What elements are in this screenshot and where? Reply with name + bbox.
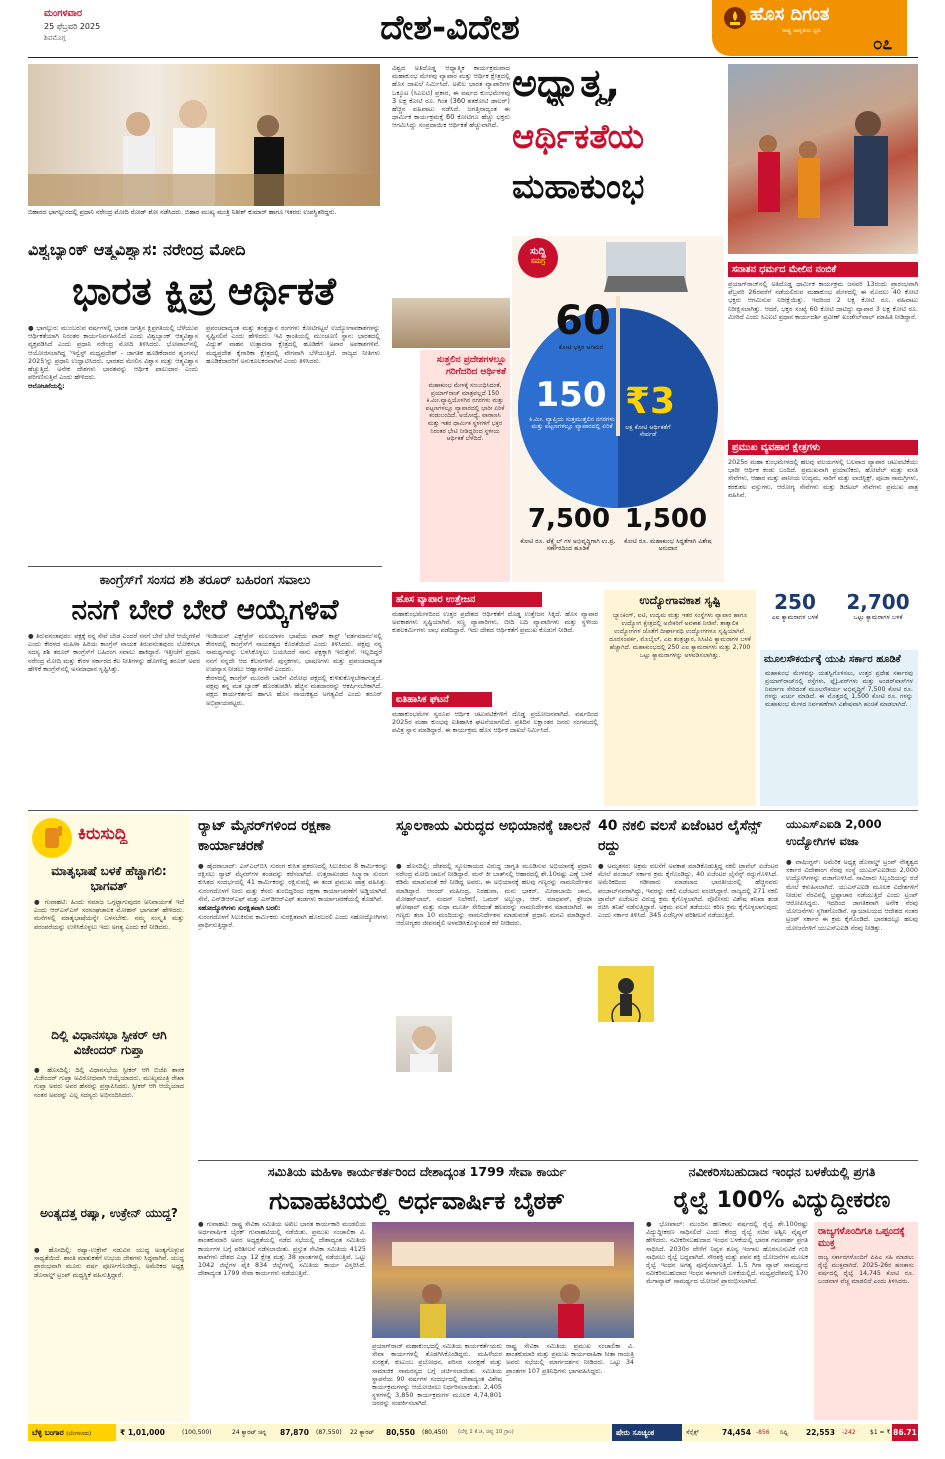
history-heading: ಐತಿಹಾಸಿಕ ಘಟನೆ [392,692,492,707]
kumbh-crowd-photo [728,64,918,254]
agents-headline: 40 ನಕಲಿ ವಲಸೆ ಏಜೆಂಟರ ಲೈಸೆನ್ಸ್ ರದ್ದು [598,818,762,854]
stat-economy-label: ಲಕ್ಷ ಕೋಟಿ ಆರ್ಥಿಕತೆಗೆ ಸೇರ್ಪಡೆ [625,424,671,438]
stat-grant-label: ಕೋಟಿ ರೂ. ಮಹಾಕುಂಭ ಸಿದ್ಧತೆಗಾಗಿ ವಿಶೇಷ ಅನುದಾನ [624,538,712,552]
rail-kicker: ನವೀಕರಿಸಬಹುದಾದ ಇಂಧನ ಬಳಕೆಯಲ್ಲಿ ಪ್ರಗತಿ [688,1164,876,1179]
gold24-price: 87,870 [280,1428,309,1437]
gold24-prev: (87,550) [316,1429,342,1436]
kiru-2-body: ● ಹೊಸದಿಲ್ಲಿ: ದಿಲ್ಲಿ ವಿಧಾನಸಭೆಯ ಸ್ಪೀಕರ್ ಆಗಿ ಬಿಜೆಪಿ ಶಾಸಕ ವಿಜೇಂದರ್ ಗುಪ್ತಾ ಅವಿರೋಧವಾಗಿ ಆಯ್ಕೆಯಾದರು. ಮುಖ್ಯಮಂತ್ರಿ ರೇಖಾ ಗುಪ್ತಾ ಅವರು ಅವರ ಹೆಸರನ್ನು ಪ್ರಸ್ತಾಪಿಸಿದರು. ಸ್ಪೀಕರ್ ಆಗಿ ಆಯ್ಕೆಯಾದ ನಂತರ ಅವರನ್ನು ಎಲ್ಲ ಸದಸ್ಯರು ಅಭಿನಂದಿಸಿದರು. [34,1066,184,1099]
day-label: ಮಂಗಳವಾರ [44,8,83,19]
jobs-body: ಬ್ಯಾಂಕಿಂಗ್, ಐಟಿ, ಉದ್ಯಮ ಮತ್ತು ಇತರ ಸಂಸ್ಥೆಗಳು ವ್ಯಾಪಾರ ಹಾಗೂ ಉದ್ಯೋಗ ಕ್ಷೇತ್ರದಲ್ಲಿ ಅನೇಕರಿಗೆ ಅವಕಾಶ ನೀಡಿವೆ. ತಾತ್ಕಾಲಿಕ ಉದ್ಯೋಗಗಳ ಜೊತೆಗೆ ದೀರ್ಘಾವಧಿ ಉದ್ಯೋಗಗಳೂ ಸೃಷ್ಟಿಯಾಗಿವೆ. ದೂರಸಂಪರ್ಕ, ಮೊಬೈಲ್, ಎಐ ತಂತ್ರಜ್ಞಾನ, ಸಿಸಿಟಿವಿ ಕ್ಯಾಮರಾಗಳ ಬಳಕೆ ಹೆಚ್ಚಾಗಿದೆ. ಮಹಾಕುಂಭದಲ್ಲಿ 250 ಎಐ ಕ್ಯಾಮರಾಗಳು ಮತ್ತು 2,700 ಒಟ್ಟು ಕ್ಯಾಮರಾಗಳನ್ನು ಅಳವಡಿಸಲಾಗಿತ್ತು. [609,612,751,659]
sanatan-heading: ಸನಾತನ ಧರ್ಮದ ಮೇಲಿನ ನಂಬಿಕೆ [728,262,918,277]
kiru-1-headline: ಮಾತೃಭಾಷೆ ಬಳಕೆ ಹೆಚ್ಚಾಗಲಿ: ಭಾಗವತ್ [51,864,167,893]
page-number: ೦೭ [872,34,892,54]
obesity-headline: ಸ್ಥೂಲಕಾಯ ವಿರುದ್ಧದ ಅಭಿಯಾನಕ್ಕೆ ಚಾಲನೆ [396,818,591,834]
stat-radius-value: 150 [535,375,607,415]
sectors-heading: ಪ್ರಮುಖ ವ್ಯವಹಾರ ಕ್ಷೇತ್ರಗಳು [728,440,918,455]
stat-devotees-label: ಕೋಟಿ ಭಕ್ತರ ಆಗಮನ [558,344,604,351]
brand-name: ಹೊಸ ದಿಗಂತ [750,4,830,25]
gold22-label: 22 ಕ್ಯಾರಟ್ [350,1429,375,1436]
modi-kicker: ವಿಶ್ವಬ್ಯಾಂಕ್ ಆತ್ಮವಿಶ್ವಾಸ: ನರೇಂದ್ರ ಮೋದಿ [28,240,246,259]
modi-roadshow-photo [28,64,380,206]
kiru-suddi-logo: ಕಿರುಸುದ್ದಿ [78,824,128,844]
market-strip [28,1424,918,1441]
color-registration-marks-right [810,1446,850,1454]
silver-prev: (100,500) [182,1429,212,1436]
modi-body-col1: ● ಭಾಗಲ್ಪುರ: ಮುಂಬರುವ ವರ್ಷಗಳಲ್ಲಿ ಭಾರತ ಜಗತ್ತಿನ ಕ್ಷಿಪ್ರಗತಿಯಲ್ಲಿ ಬೆಳೆಯುವ ಆರ್ಥಿಕತೆಯಾಗಿ ನಿರಂತರ ಕಾರ್ಯನಿರ್ವಹಿಸಲಿದೆ ಎಂದು ವಿಶ್ವಬ್ಯಾಂಕ್ ಆತ್ಮವಿಶ್ವಾಸ ವ್ಯಕ್ತಪಡಿಸಿದೆ ಎಂದು ಪ್ರಧಾನಿ ನರೇಂದ್ರ ಮೋದಿ ತಿಳಿಸಿದರು. ಭೋಪಾಲ್‌ನಲ್ಲಿ ಆಯೋಜಿಸಲಾಗಿದ್ದ 'ಇನ್ವೆಸ್ಟ್ ಮಧ್ಯಪ್ರದೇಶ್ - ಜಾಗತಿಕ ಹೂಡಿಕೆದಾರರ ಶೃಂಗಸಭೆ 2025'ನ್ನು ಪ್ರಧಾನಿ ಉದ್ಘಾಟಿಸಿದರು. ಭಾರತದ ಮೇಲಿನ ವಿಶ್ವಾಸ ಮತ್ತು ಆತ್ಮವಿಶ್ವಾಸ ಹೆಚ್ಚುತ್ತಿದೆ. ಅನೇಕ ದೇಶಗಳು ಭಾರತವನ್ನು ಆರ್ಥಿಕ ಪಾಲುದಾರ ಎಂದು ಪರಿಗಣಿಸುತ್ತಿವೆ ಎಂದು ಹೇಳಿದರು. ಆಲೋಚನೆಯಲ್ಲಿ: [28,324,198,391]
rat-headline: ರ್‍ಯಾಟ್ ಮೈನರ್‌ಗಳಿಂದ ರಕ್ಷಣಾ ಕಾರ್ಯಾಚರಣೆ [198,818,331,854]
obesity-body: ● ಹೊಸದಿಲ್ಲಿ: ದೇಶದಲ್ಲಿ ಸ್ಥೂಲಕಾಯದ ವಿರುದ್ಧ ಜಾಗೃತಿ ಮೂಡಿಸುವ ಅಭಿಯಾನಕ್ಕೆ ಪ್ರಧಾನಿ ನರೇಂದ್ರ ಮೋದಿ ಚಾಲನೆ ನೀಡಿದ್ದಾರೆ. ಮನ್ ಕೀ ಬಾತ್‌ನಲ್ಲಿ ಆಹಾರದಲ್ಲಿ ಶೇ.10ರಷ್ಟು ಎಣ್ಣೆ ಬಳಕೆ ಕಡಿಮೆ ಮಾಡುವಂತೆ ಕರೆ ನೀಡಿದ್ದ ಅವರು, ಈ ಅಭಿಯಾನಕ್ಕೆ ಹಲವು ಗಣ್ಯರನ್ನು ನಾಮನಿರ್ದೇಶನ ಮಾಡಿದ್ದಾರೆ. ಆನಂದ್ ಮಹೀಂದ್ರ, ನಿರಹುವಾ, ಮನು ಭಾಕರ್, ಮೀರಾಬಾಯಿ ಚಾನು, ಮೋಹನ್‌ಲಾಲ್, ನಂದನ್ ನಿಲೇಕಣಿ, ಒಮರ್ ಅಬ್ದುಲ್ಲಾ, ಆರ್. ಮಾಧವನ್, ಶ್ರೇಯಾ ಘೋಷಾಲ್ ಮತ್ತು ಸುಧಾ ಮೂರ್ತಿ ಸೇರಿದಂತೆ ಹಲವರನ್ನು ನಾಮನಿರ್ದೇಶನ ಮಾಡಲಾಗಿದೆ. ಈ ಗಣ್ಯರು ತಲಾ 10 ಮಂದಿಯನ್ನು ನಾಮನಿರ್ದೇಶನ ಮಾಡುವಂತೆ ಪ್ರಧಾನಿ ಮನವಿ ಮಾಡಿದ್ದಾರೆ. ಆರೋಗ್ಯಕರ ಜೀವನಶೈಲಿ ಅಳವಡಿಸಿಕೊಳ್ಳುವಂತೆ ಕರೆ ನೀಡಿದರು. [396,862,592,928]
rail-headline: ರೈಲ್ವೆ 100% ವಿದ್ಯುದ್ದೀಕರಣ [673,1188,891,1213]
tharoor-body-col1: ● ತಿರುವನಂತಪುರಂ: ಪಕ್ಷಕ್ಕೆ ನನ್ನ ಸೇವೆ ಬೇಡ ಎಂದರೆ ನನಗೆ ಬೇರೆ ಬೇರೆ ಆಯ್ಕೆಗಳಿವೆ ಎಂದು ಕೇರಳದ ಮಹಿಳಾ ಹಿರಿಯ ಕಾಂಗ್ರೆಸ್ ನಾಯಕ ತಿರುವನಂತಪುರಂ ಲೋಕಸಭಾ ಸದಸ್ಯ ಶಶಿ ತರೂರ್ ಕಾಂಗ್ರೆಸ್‌ಗೆ ಬಹಿರಂಗ ಸವಾಲು ಹಾಕಿದ್ದಾರೆ. ಇತ್ತೀಚೆಗೆ ಪ್ರಧಾನಿ ನರೇಂದ್ರ ಮೋದಿ ಮತ್ತು ಕೇರಳ ಸರ್ಕಾರದ ಕೆಲ ನೀತಿಗಳನ್ನು ಹೊಗಳಿದ್ದ ತರೂರ್ ಅವರ ಹೇಳಿಕೆ ಕಾಂಗ್ರೆಸ್‌ನಲ್ಲಿ ಅಸಮಾಧಾನ ಸೃಷ್ಟಿಸಿತ್ತು. [28,632,200,673]
market-index-label: ಷೇರು ಸೂಚ್ಯಂಕ [612,1424,682,1441]
newbiz-body: ಮಹಾಕುಂಭಮೇಳದಿಂದ ಉತ್ತರ ಪ್ರದೇಶದ ಆರ್ಥಿಕತೆಗೆ ದೊಡ್ಡ ಉತ್ತೇಜನ ಸಿಕ್ಕಿದೆ. ಹೊಸ ವ್ಯಾಪಾರ ಅವಕಾಶಗಳು ಸೃಷ್ಟಿಯಾಗಿವೆ. ಸಣ್ಣ ವ್ಯಾಪಾರಿಗಳು, ಬೀದಿ ಬದಿ ವ್ಯಾಪಾರಿಗಳು ಮತ್ತು ಸ್ಥಳೀಯ ಕುಶಲಕರ್ಮಿಗಳು ಲಾಭ ಪಡೆದಿದ್ದಾರೆ. ಇದು ದೇಶದ ಆರ್ಥಿಕತೆಗೆ ಪ್ರಮುಖ ಕೊಡುಗೆ ನೀಡಿದೆ. [392,610,598,635]
ai-camera-label: ಎಐ ಕ್ಯಾಮರಾಗಳ ಬಳಕೆ [771,614,819,621]
usaid-headline: ಯುಎಸ್‌ಎಐಡಿ 2,000 ಉದ್ಯೋಗಿಗಳ ವಜಾ [786,817,882,848]
kumbh-title-2: ಆರ್ಥಿಕತೆಯ [512,117,645,157]
rail-states-heading: ರಾಜ್ಯಗಳೊಂದಿಗೂ ಒಪ್ಪಂದಕ್ಕೆ ಮುಕ್ತ [818,1226,905,1249]
kiru-3-body: ● ಹೊಸದಿಲ್ಲಿ: ರಷ್ಯಾ-ಉಕ್ರೇನ್ ನಡುವಿನ ಯುದ್ಧ ಅಂತ್ಯಗೊಳ್ಳುವ ಸಾಧ್ಯತೆಯಿದೆ. ಶಾಂತಿ ಮಾತುಕತೆಗೆ ಉಭಯ ದೇಶಗಳು ಸಿದ್ಧವಾಗಿವೆ. ಯುದ್ಧ ಪ್ರಾರಂಭವಾಗಿ ಮೂರು ವರ್ಷ ಪೂರ್ಣಗೊಂಡಿದ್ದು, ಅಮೆರಿಕದ ಅಧ್ಯಕ್ಷ ಡೊನಾಲ್ಡ್ ಟ್ರಂಪ್ ಮಧ್ಯಸ್ಥಿಕೆ ವಹಿಸುತ್ತಿದ್ದಾರೆ. [34,1246,184,1279]
kumbh-title-1: ಅಧ್ಯಾತ್ಮ, [512,61,620,105]
stat-investment-label: ಕೋಟಿ ರೂ. ಟೆಕ್ಸ್ಟೈಲ್ ಗಳ ಅಭಿವೃದ್ಧಿಗಾಗಿ ಉ.ಪ್ರ. ಸರ್ಕಾರದಿಂದ ಹೂಡಿಕೆ [520,538,616,552]
sensex-label: ಸೆನ್ಸೆಕ್ಸ್ [686,1429,699,1436]
sectors-body: 2025ರ ಮಹಾ ಕುಂಭಮೇಳದಲ್ಲಿ ಹಲವು ವಲಯಗಳಲ್ಲಿ ಬಲವಾದ ವ್ಯಾಪಾರ ಚಟುವಟಿಕೆಯು ಭಾರೀ ಆರ್ಥಿಕ ಕಂಡು ಬಂದಿದೆ. ಪ್ರಮುಖವಾಗಿ ಪ್ರಯಾಣಿಕರು, ಹೋಟೆಲ್ ಮತ್ತು ವಸತಿ ಸೇವೆಗಳು, ಆಹಾರ ಮತ್ತು ಪಾನೀಯ ಉದ್ಯಮ, ಸಾರಿಗೆ ಮತ್ತು ಲಾಜಿಸ್ಟಿಕ್ಸ್, ಪೂಜಾ ಸಾಮಗ್ರಿಗಳು, ಕರಕುಶಲ ವಸ್ತುಗಳು, ಆರೋಗ್ಯ ಸೇವೆಗಳು ಮತ್ತು ಡಿಜಿಟಲ್ ಸೇವೆಗಳು ಪ್ರಮುಖ ಪಾತ್ರ ವಹಿಸಿವೆ. [728,458,918,499]
usaid-body: ● ವಾಷಿಂಗ್ಟನ್: ಅಮೆರಿಕ ಅಧ್ಯಕ್ಷ ಡೊನಾಲ್ಡ್ ಟ್ರಂಪ್ ನೇತೃತ್ವದ ಸರ್ಕಾರ ವಿದೇಶಾಂಗ ನೆರವು ಸಂಸ್ಥೆ ಯುಎಸ್‌ಎಐಡಿಯ 2,000 ಉದ್ಯೋಗಿಗಳನ್ನು ವಜಾಗೊಳಿಸಿದೆ. ಸಾವಿರಾರು ಸಿಬ್ಬಂದಿಯನ್ನು ರಜೆ ಮೇಲೆ ಕಳುಹಿಸಲಾಗಿದೆ. ಯುಎಸ್‌ಎಐಡಿ ಮೂಲಕ ವಿದೇಶಗಳಿಗೆ ನೀಡುವ ನೆರವಿನಲ್ಲಿ ಭ್ರಷ್ಟಾಚಾರ ನಡೆಯುತ್ತಿದೆ ಎಂದು ಟ್ರಂಪ್ ಆರೋಪಿಸಿದ್ದರು. ಇದರಿಂದ ಜಾಗತಿಕವಾಗಿ ಅನೇಕ ನೆರವು ಯೋಜನೆಗಳು ಸ್ಥಗಿತಗೊಂಡಿವೆ. ನ್ಯಾಯಾಲಯದ ಆದೇಶದ ನಂತರ ಟ್ರಂಪ್ ಸರ್ಕಾರ ಈ ಕ್ರಮ ಕೈಗೊಂಡಿದೆ. ಭಾರತದಲ್ಲೂ ಹಲವು ಯೋಜನೆಗಳಿಗೆ ಯುಎಸ್‌ಎಐಡಿ ನೆರವು ನೀಡಿತ್ತು. [786,858,918,932]
color-registration-marks-center [460,1446,500,1454]
silver-price: ₹ 1,01,000 [120,1428,165,1437]
jobs-heading: ಉದ್ಯೋಗಾವಕಾಶ ಸೃಷ್ಟಿ [639,594,721,607]
usd-label: $1 = ₹ [870,1429,891,1436]
gold-silver-label: ಬೆಳ್ಳಿ ಬಂಗಾರ (ಬೆಂಗಳೂರು) [28,1424,116,1441]
kiru-1-body: ● ಗುವಾಹಟಿ: ಹಿಂದು ಸಮಾಜ ಒಗ್ಗಟ್ಟಾಗುವುದರ ಅನಿವಾರ್ಯತೆ ಇದೆ ಎಂದು ಆರ್‌ಎಸ್‌ಎಸ್ ಸರಸಂಘಚಾಲಕ ಮೋಹನ್ ಭಾಗವತ್ ಹೇಳಿದರು. ಮನೆಗಳಲ್ಲಿ ಮಾತೃಭಾಷೆಯನ್ನೇ ಬಳಸಬೇಕು. ನಮ್ಮ ಸಂಸ್ಕೃತಿ ಮತ್ತು ಪರಂಪರೆಯನ್ನು ಉಳಿಸಿಕೊಳ್ಳಲು ಇದು ಅಗತ್ಯ ಎಂದು ಕರೆ ನೀಡಿದರು. [34,898,184,931]
kumbh-infographic [512,236,724,582]
infra-box [760,650,918,806]
kiru-2-headline: ದಿಲ್ಲಿ ವಿಧಾನಸಭಾ ಸ್ಪೀಕರ್ ಆಗಿ ವಿಜೇಂದರ್ ಗುಪ್ತಾ [51,1028,167,1057]
tharoor-headline: ನನಗೆ ಬೇರೆ ಬೇರೆ ಆಯ್ಕೆಗಳಿವೆ [71,593,339,626]
rail-body: ● ಭೋಪಾಲ್: ಮುಂದಿನ ಹಣಕಾಸು ವರ್ಷದಲ್ಲಿ ರೈಲ್ವೆ ಶೇ.100ರಷ್ಟು ವಿದ್ಯುದ್ದೀಕರಣ ಸಾಧಿಸಲಿದೆ ಎಂದು ಕೇಂದ್ರ ರೈಲ್ವೆ ಸಚಿವ ಅಶ್ವಿನಿ ವೈಷ್ಣವ್ ಹೇಳಿದರು. ನವೀಕರಿಸಬಹುದಾದ ಇಂಧನ ಬಳಕೆಯಲ್ಲಿ ಭಾರತ ಗಮನಾರ್ಹ ಪ್ರಗತಿ ಸಾಧಿಸಿದೆ. 2030ರ ವೇಳೆಗೆ ನಿವ್ವಳ ಶೂನ್ಯ ಇಂಗಾಲ ಹೊರಸೂಸುವಿಕೆ ಗುರಿ ಸಾಧಿಸಲು ರೈಲ್ವೆ ಬದ್ಧವಾಗಿದೆ. ಸೌರಶಕ್ತಿ ಮತ್ತು ಪವನ ಶಕ್ತಿ ಯೋಜನೆಗಳ ಮೂಲಕ ರೈಲ್ವೆ ಇಂಧನ ಅಗತ್ಯ ಪೂರೈಸಲಾಗುತ್ತಿದೆ. 1.5 ಗಿಗಾ ವ್ಯಾಟ್ ಸಾಮರ್ಥ್ಯದ ನವೀಕರಿಸಬಹುದಾದ ಇಂಧನ ಈಗಾಗಲೇ ಬಳಕೆಯಲ್ಲಿದೆ. ಮಧ್ಯಪ್ರದೇಶದಲ್ಲಿ 170 ಮೆಗಾವ್ಯಾಟ್ ಸಾಮರ್ಥ್ಯದ ಯೋಜನೆ ಪ್ರಾರಂಭಿಸಲಾಗಿದೆ. [646,1220,808,1286]
sanatan-body: ಪ್ರಯಾಗ್‌ರಾಜ್‌ನಲ್ಲಿ ಅತಿದೊಡ್ಡ ಧಾರ್ಮಿಕ ಕಾರ್ಯಕ್ರಮ ಜನವರಿ 13ರಂದು ಪ್ರಾರಂಭವಾಗಿ ಫೆಬ್ರವರಿ 26ರವರೆಗೆ ನಡೆಯಲಿರುವ ಮಹಾಕುಂಭ ಮೇಳದಲ್ಲಿ ಈ ಮೊದಲು 40 ಕೋಟಿ ಭಕ್ತರು ಆಗಮಿಸುವ ನಿರೀಕ್ಷೆಯಿತ್ತು. ಇದರಿಂದ 2 ಲಕ್ಷ ಕೋಟಿ ರೂ. ವಹಿವಾಟು ನಿರೀಕ್ಷಿಸಲಾಗಿತ್ತು. ಆದರೆ, ಭಕ್ತರ ಸಂಖ್ಯೆ 60 ಕೋಟಿ ದಾಟಿದ್ದು ವ್ಯಾಪಾರ 3 ಲಕ್ಷ ಕೋಟಿ ರೂ. ಮೀರಿದೆ ಎಂದು ಸಿಎಐಟಿ ಪ್ರಧಾನ ಕಾರ್ಯದರ್ಶಿ ಪ್ರವೀಣ್ ಖಂಡೇಲ್‌ವಾಲ್ ಮಾಹಿತಿ ನೀಡಿದ್ದಾರೆ. [728,280,918,321]
gold22-prev: (80,450) [422,1429,448,1436]
price-units-note: (ಬೆಳ್ಳಿ 1 ಕೆ.ಜಿ, ಚಿನ್ನ 10 ಗ್ರಾಂ) [458,1429,514,1435]
brand-tagline: ರಾಷ್ಟ್ರ ಜಾಗೃತಿಯ ಧ್ವನಿ [782,28,821,34]
lamp-icon [724,7,746,29]
samiti-meeting-photo [372,1222,634,1338]
surround-body: ಮಹಾಕುಂಭ ಮೇಳಕ್ಕೆ ಸಂಬಂಧಿಸಿದಂತೆ, ಪ್ರಯಾಗ್‌ರಾಜ್ ಮಾತ್ರವಲ್ಲದೆ 150 ಕಿ.ಮೀ.ವ್ಯಾಪ್ತಿಯೊಳಗಿನ ನಗರಗಳು ಮತ್ತು ಪಟ್ಟಣಗಳಲ್ಲೂ ವ್ಯಾಪಾರದಲ್ಲಿ ಭಾರೀ ಏರಿಕೆ ಕಂಡುಬಂದಿದೆ. ಅಯೋಧ್ಯೆ, ವಾರಾಣಸಿ ಮತ್ತು ಇತರ ಧಾರ್ಮಿಕ ಸ್ಥಳಗಳಿಗೆ ಭಕ್ತರ ನಿರಂತರ ಭೇಟಿ ನೀಡಿದ್ದರಿಂದ ಸ್ಥಳೀಯ ಆರ್ಥಿಕತೆ ಬೆಳೆದಿದೆ. [425,382,505,443]
agents-body: ● ಅಮೃತಸರ: ಅಕ್ರಮ ವಲಸೆಗೆ ಅವಕಾಶ ಮಾಡಿಕೊಡುತ್ತಿದ್ದ ನಕಲಿ ಟ್ರಾವೆಲ್ ಏಜೆಂಟರ ಮೇಲೆ ಪಂಜಾಬ್ ಸರ್ಕಾರ ಕ್ರಮ ಕೈಗೊಂಡಿದ್ದು, 40 ಏಜೆಂಟರ ಲೈಸೆನ್ಸ್ ರದ್ದುಗೊಳಿಸಿದೆ. ಅಮೆರಿಕದಿಂದ ಗಡೀಪಾರು ಮಾಡಲಾದ ಭಾರತೀಯರಲ್ಲಿ ಹೆಚ್ಚಿನವರು ಪಂಜಾಬ್‌ನವರಾಗಿದ್ದು, ಇವರನ್ನು ನಕಲಿ ಏಜೆಂಟರು ವಂಚಿಸಿದ್ದಾರೆ. ರಾಜ್ಯದಲ್ಲಿ 271 ನಕಲಿ ಟ್ರಾವೆಲ್ ಏಜೆಂಟರ ವಿರುದ್ಧ ಕ್ರಮ ಕೈಗೊಳ್ಳಲಾಗಿದೆ. ಪೊಲೀಸರು ವಿಶೇಷ ತನಿಖಾ ತಂಡ ರಚಿಸಿ ತನಿಖೆ ನಡೆಸುತ್ತಿದ್ದಾರೆ. ಅಕ್ರಮ ವಲಸೆ ತಡೆಯಲು ಕಠಿಣ ಕ್ರಮ ಕೈಗೊಳ್ಳಲಾಗುವುದು ಎಂದು ಸರ್ಕಾರ ತಿಳಿಸಿದೆ. 345 ಏಜೆನ್ಸಿಗಳ ಪರಿಶೀಲನೆ ನಡೆಯುತ್ತಿದೆ. [598,862,778,920]
total-camera-value: 2,700 [846,590,910,614]
history-body: ಮಹಾಕುಂಭಮೇಳ ಸ್ವರೂಪ ಆರ್ಥಿಕ ಚಟುವಟಿಕೆಗಳಿಗೆ ದೊಡ್ಡ ಪ್ರಯೋಜನವಾಗಿದೆ. ವರ್ಷದಿಂದ 2025ರ ಮಹಾ ಕುಂಭವು ಐತಿಹಾಸಿಕ ಘಟನೆಯಾಗಲಿದೆ. ಪ್ರತಿದಿನ ಲಕ್ಷಾಂತರ ಜನರು ಸಂಗಮದಲ್ಲಿ ಪವಿತ್ರ ಸ್ನಾನ ಮಾಡಿದ್ದಾರೆ. ಈ ಕಾರ್ಯಕ್ರಮ ಹೊಸ ಆರ್ಥಿಕ ದಾಖಲೆ ನಿರ್ಮಿಸಿದೆ. [392,710,598,735]
sevika-body-col2: ಪ್ರಯಾಗ್‌ರಾಜ್ ಮಹಾಕುಂಭದಲ್ಲಿ ಸಮಿತಿಯ ಕಾರ್ಯಕರ್ತೆಯರು ಸೇವಾ ಕಾರ್ಯಗಳಲ್ಲಿ ತೊಡಗಿಸಿಕೊಂಡಿದ್ದರು. ಮಹಿಳೆಯರ ಸುರಕ್ಷತೆ, ಕುಟುಂಬ ಪ್ರಬೋಧನ, ಪರಿಸರ ಸಂರಕ್ಷಣೆ ಮತ್ತು ಸಾಮಾಜಿಕ ಸಾಮರಸ್ಯದ ಬಗ್ಗೆ ಚರ್ಚಿಸಲಾಯಿತು. ಸಮಿತಿಯ ಸ್ಥಾಪನೆಯ 90 ವರ್ಷಗಳ ಸಂದರ್ಭದಲ್ಲಿ ದೇಶಾದ್ಯಂತ ವಿಶೇಷ ಕಾರ್ಯಕ್ರಮಗಳನ್ನು ಆಯೋಜಿಸಲು ನಿರ್ಧರಿಸಲಾಯಿತು. 2,405 ಸ್ಥಳಗಳಲ್ಲಿ 3,850 ಕಾರ್ಯಕ್ರಮಗಳ ಮೂಲಕ 4,74,801 ಜನರನ್ನು ಸಂಪರ್ಕಿಸಲಾಗಿದೆ. [372,1342,502,1408]
rat-body: ● ಹೈದರಾಬಾದ್: ಎಸ್‌ಎಲ್‌ಬಿಸಿ ಸುರಂಗ ಕುಸಿತ ಪ್ರಕರಣದಲ್ಲಿ ಸಿಲುಕಿರುವ 8 ಕಾರ್ಮಿಕರನ್ನು ರಕ್ಷಿಸಲು ರ್‍ಯಾಟ್ ಮೈನರ್‌ಗಳ ತಂಡವನ್ನು ಕರೆಸಲಾಗಿದೆ. ಉತ್ತರಾಖಂಡದ ಸಿಲ್ಕ್ಯಾರಾ ಸುರಂಗ ಕುಸಿತದ ಸಂದರ್ಭದಲ್ಲಿ 41 ಕಾರ್ಮಿಕರನ್ನು ರಕ್ಷಿಸುವಲ್ಲಿ ಈ ತಂಡ ಪ್ರಮುಖ ಪಾತ್ರ ವಹಿಸಿತ್ತು. ಸುರಂಗದೊಳಗೆ ನೀರು ಮತ್ತು ಕೆಸರು ತುಂಬಿದ್ದರಿಂದ ರಕ್ಷಣಾ ಕಾರ್ಯಾಚರಣೆಗೆ ಅಡ್ಡಿಯಾಗಿದೆ. ಸೇನೆ, ಎನ್‌ಡಿಆರ್‌ಎಫ್ ಮತ್ತು ಎಸ್‌ಡಿಆರ್‌ಎಫ್ ತಂಡಗಳು ಕಾರ್ಯಾಚರಣೆಯಲ್ಲಿ ತೊಡಗಿವೆ. ಸಹೋದ್ಯೋಗಿಗಳು ಸುರಕ್ಷಿತವಾಗಿ ಬರಲಿ: ಸುರಂಗದೊಳಗೆ ಸಿಲುಕಿರುವ ಕಾರ್ಮಿಕರು ಸುರಕ್ಷಿತವಾಗಿ ಹೊರಬರಲಿ ಎಂದು ಸಹೋದ್ಯೋಗಿಗಳು ಪ್ರಾರ್ಥಿಸುತ್ತಿದ್ದಾರೆ. [198,862,388,930]
color-registration-marks [96,1446,136,1454]
stat-investment-value: 7,500 [527,504,611,534]
rail-states-body: ರಾಜ್ಯ ಸರ್ಕಾರಗಳೊಂದಿಗೆ ಪಿಪಿಎ ಸಹಿ ಮಾಡಲು ರೈಲ್ವೆ ಮುಕ್ತವಾಗಿದೆ. 2025-26ರ ಹಣಕಾಸು ವರ್ಷದಲ್ಲಿ ರೈಲ್ವೆ 14,745 ಕೋಟಿ ರೂ. ಬಂಡವಾಳ ವೆಚ್ಚ ಮಾಡಲಿದೆ ಎಂದು ತಿಳಿಸಿದರು. [818,1254,914,1285]
section-title: ದೇಶ-ವಿದೇಶ [380,8,520,48]
masthead [0,0,945,58]
hand-icon [32,818,72,858]
rail-states-box [814,1222,918,1420]
gold22-price: 80,550 [386,1428,415,1437]
brand-block [712,0,907,56]
stat-grant-value: 1,500 [624,504,708,534]
sevika-headline: ಗುವಾಹಟಿಯಲ್ಲಿ ಅರ್ಧವಾರ್ಷಿಕ ಬೈಠಕ್ [269,1187,565,1215]
sevika-body-col1: ● ಗುವಾಹಟಿ: ರಾಷ್ಟ್ರ ಸೇವಿಕಾ ಸಮಿತಿಯ ಅಖಿಲ ಭಾರತ ಕಾರ್ಯಕಾರಿ ಮಂಡಲಿಯ ಅರ್ಧವಾರ್ಷಿಕ ಬೈಠಕ್ ಗುವಾಹಟಿಯಲ್ಲಿ ನಡೆಯಿತು. ಪ್ರಮುಖ ಸಂಚಾಲಿಕಾ ವಿ. ಶಾಂತಕುಮಾರಿ ಅವರ ಅಧ್ಯಕ್ಷತೆಯಲ್ಲಿ ನಡೆದ ಸಭೆಯಲ್ಲಿ ದೇಶಾದ್ಯಂತ ಸಮಿತಿಯ ಕಾರ್ಯಗಳ ಬಗ್ಗೆ ಪರಿಶೀಲನೆ ನಡೆಸಲಾಯಿತು. ಪ್ರಸ್ತುತ ಸೇವಿಕಾ ಸಮಿತಿಯ 4125 ಶಾಖೆಗಳು ದೇಶದ ಎಲ್ಲಾ 12 ಕ್ಷೇತ್ರ ಮತ್ತು 38 ಪ್ರಾಂತಗಳಲ್ಲಿ ನಡೆಯುತ್ತಿವೆ. ಒಟ್ಟು 1042 ಜಿಲ್ಲೆಗಳ ಪೈಕಿ 834 ಜಿಲ್ಲೆಗಳಲ್ಲಿ ಸಮಿತಿಯ ಕಾರ್ಯ ವಿಸ್ತರಿಸಿದೆ. ದೇಶಾದ್ಯಂತ 1799 ಸೇವಾ ಕಾರ್ಯಗಳು ನಡೆಯುತ್ತಿವೆ. [198,1220,366,1278]
newbiz-heading: ಹೊಸ ವ್ಯಾಪಾರ ಉತ್ತೇಜನ [392,592,542,607]
date-label: 25 ಫೆಬ್ರವರಿ 2025 [44,22,101,31]
kumbh-title-3: ಮಹಾಕುಂಭ [512,167,645,207]
surround-heading: ಸುತ್ತಲಿನ ಪ್ರದೇಶಗಳಲ್ಲೂ ಗರಿಗೆದರಿದ ಆರ್ಥಿಕತೆ [436,355,506,377]
ai-camera-value: 250 [774,590,816,614]
nifty-change: -242 [842,1429,856,1436]
surround-box [420,350,510,582]
sangam-aerial-photo [392,298,510,348]
suddi-samagra-badge: ಸುದ್ದಿ ಸಮಗ್ರ [518,238,558,278]
sevika-body-col3: ರಾಷ್ಟ್ರ ಸೇವಿಕಾ ಸಮಿತಿಯ ಪ್ರಮುಖ ಸಂಚಾಲಿಕಾ ವಿ. ಶಾಂತಕುಮಾರಿ ಮತ್ತು ಪ್ರಮುಖ ಕಾರ್ಯವಾಹಿಕಾ ಸೀತಾ ಗಾಯತ್ರಿ ಅವರು ಸಭೆಯಲ್ಲಿ ಮಾರ್ಗದರ್ಶನ ನೀಡಿದರು. ಒಟ್ಟು 34 ಪ್ರಾಂತಗಳ 107 ಪ್ರತಿನಿಧಿಗಳು ಭಾಗವಹಿಸಿದ್ದರು. [506,1342,634,1375]
tharoor-kicker: ಕಾಂಗ್ರೆಸ್‌ಗೆ ಸಂಸದ ಶಶಿ ತರೂರ್ ಬಹಿರಂಗ ಸವಾಲು [99,573,311,588]
gold24-label: 24 ಕ್ಯಾರಟ್ ಚಿನ್ನ [232,1429,267,1436]
edition-label: ಶಿವಮೊಗ್ಗ [44,34,66,42]
sensex-change: -856 [756,1429,770,1436]
stat-economy-value: ₹3 [624,381,676,422]
kiru-3-headline: ಅಂತ್ಯದತ್ತ ರಷ್ಯಾ, ಉಕ್ರೇನ್ ಯುದ್ಧ? [40,1206,178,1220]
sensex-value: 74,454 [722,1428,751,1437]
total-camera-label: ಒಟ್ಟು ಕ್ಯಾಮರಾಗಳ ಬಳಕೆ [853,614,903,621]
tharoor-body-col2: ಇಂಡಿಯನ್ ಎಕ್ಸ್‌ಪ್ರೆಸ್ ಮಲಯಾಳಂ ಭಾಷೆಯ ಪಾಡ್ ಕಾಸ್ಟ್ 'ವರ್ತಮಾನಂ'ನಲ್ಲಿ ಕೇರಳದಲ್ಲಿ ಕಾಂಗ್ರೆಸ್‌ಗೆ ನಾಯಕತ್ವದ ಕೊರತೆಯಿದೆ ಎಂದು ತಿಳಿಸಿದರು. ಪಕ್ಷವು ನನ್ನ ಸಾಮರ್ಥ್ಯವನ್ನು ಬಳಸಿಕೊಳ್ಳಲು ಬಯಸಿದರೆ ನಾನು ಪಕ್ಷಕ್ಕಾಗಿ ಇರುತ್ತೇನೆ. ಇಲ್ಲದಿದ್ದರೆ ನನಗೆ ನನ್ನದೇ ಆದ ಕೆಲಸಗಳಿವೆ. ಪುಸ್ತಕಗಳು, ಭಾಷಣಗಳು ಮತ್ತು ಪ್ರಪಂಚದಾದ್ಯಂತ ಉಪನ್ಯಾಸ ನೀಡಲು ಆಹ್ವಾನಗಳಿವೆ ಎಂದರು. ಕೇರಳದಲ್ಲಿ ಕಾಂಗ್ರೆಸ್ ಮೂರನೇ ಬಾರಿಗೆ ವಿರೋಧ ಪಕ್ಷದಲ್ಲಿ ಕುಳಿತುಕೊಳ್ಳಬೇಕಾಗುತ್ತದೆ. ಪಕ್ಷವು ತನ್ನ ಮತ ಬ್ಯಾಂಕ್ ಹೊರತುಪಡಿಸಿ ಹೆಚ್ಚಿನ ಮತದಾರರನ್ನು ಆಕರ್ಷಿಸಬೇಕಾಗಿದೆ. ಪಕ್ಷದ ಕಾರ್ಯಕರ್ತರು ಹಾಗೂ ಹೊಸ ನಾಯಕತ್ವದ ಅಗತ್ಯವಿದೆ ಎಂದು ತರೂರ್ ಅಭಿಪ್ರಾಯಪಟ್ಟರು. [206,632,382,707]
modi-body-col2: ಪ್ರಪಂಚದಾದ್ಯಂತ ಮತ್ತು ತಂತ್ರಜ್ಞಾನ ರಂಗಗಳು ಕೋಟಿಗಟ್ಟಲೆ ಉದ್ಯೋಗಾವಕಾಶಗಳನ್ನು ಸೃಷ್ಟಿಸಲಿವೆ ಎಂದು ಹೇಳಿದರು. ಇವಿ ಕ್ರಾಂತಿಯಲ್ಲಿ ಮುಂಚೂಣಿ ಸ್ಥಾನ: ಭಾರತದಲ್ಲಿ ವಿದ್ಯುತ್ ವಾಹನ ಉತ್ಪಾದನಾ ಕ್ಷೇತ್ರದಲ್ಲಿ ಹೂಡಿಕೆಗೆ ಅಪಾರ ಅವಕಾಶಗಳಿವೆ. ಮಧ್ಯಪ್ರದೇಶ ಕೈಗಾರಿಕಾ ಕ್ಷೇತ್ರದಲ್ಲಿ ವೇಗವಾಗಿ ಬೆಳೆಯುತ್ತಿದೆ. ರಾಜ್ಯದ ನೀತಿಗಳು ಹೂಡಿಕೆದಾರರಿಗೆ ಅನುಕೂಲಕರವಾಗಿವೆ ಎಂದು ತಿಳಿಸಿದರು. [206,324,380,365]
nifty-label: ನಿಫ್ಟಿ [780,1429,788,1436]
stat-devotees-value: 60 [555,298,611,344]
nifty-value: 22,553 [806,1428,835,1437]
infra-heading: ಮೂಲಸೌಕರ್ಯಕ್ಕೆ ಯುಪಿ ಸರ್ಕಾರ ಹೂಡಿಕೆ [764,654,901,665]
jobs-box [604,590,756,806]
camera-stats [760,590,918,644]
modi-headline: ಭಾರತ ಕ್ಷಿಪ್ರ ಆರ್ಥಿಕತೆ [72,269,336,313]
sevika-kicker: ಸಮಿತಿಯ ಮಹಿಳಾ ಕಾರ್ಯಕರ್ತರಿಂದ ದೇಶಾದ್ಯಂತ 1799 ಸೇವಾ ಕಾರ್ಯ [267,1164,567,1179]
modi-photo-caption: ಬಿಹಾರದ ಭಾಗಲ್ಪುರದಲ್ಲಿ ಪ್ರಧಾನಿ ನರೇಂದ್ರ ಮೋದಿ ರೋಡ್ ಶೋ ನಡೆಸಿದರು. ಬಿಹಾರ ಮುಖ್ಯ ಮಂತ್ರಿ ನಿತೀಶ್ ಕುಮಾರ್ ಹಾಗೂ ಇತರರು ಉಪಸ್ಥಿತರಿದ್ದರು. [28,208,380,226]
stat-radius-label: ಕಿ.ಮೀ. ವ್ಯಾಪ್ತಿಯ ಸುತ್ತಮುತ್ತಲಿನ ನಗರಗಳು ಮತ್ತು ಪಟ್ಟಣಗಳಲ್ಲೂ ವ್ಯಾಪಾರದಲ್ಲಿ ಏರಿಕೆ [529,416,615,430]
infra-body: ಮಹಾಕುಂಭ ಮೇಳವನ್ನು ಯಶಸ್ವಿಗೊಳಿಸಲು, ಉತ್ತರ ಪ್ರದೇಶ ಸರ್ಕಾರವು ಪ್ರಯಾಗ್‌ರಾಜ್‌ನಲ್ಲಿ ರಸ್ತೆಗಳು, ಫ್ಲೈಓವರ್‌ಗಳು ಮತ್ತು ಅಂಡರ್‌ಪಾಸ್‌ಗಳ ನಿರ್ಮಾಣ ಸೇರಿದಂತೆ ಮೂಲಸೌಕರ್ಯ ಅಭಿವೃದ್ಧಿಗೆ 7,500 ಕೋಟಿ ರೂ. ಗಳನ್ನು ಖರ್ಚು ಮಾಡಿದೆ. ಈ ಮೊತ್ತದಲ್ಲಿ 1,500 ಕೋಟಿ ರೂ. ಗಳನ್ನು ಮಹಾಕುಂಭ ಮೇಳದ ನಿರ್ವಹಣೆಗಾಗಿ ವಿಶೇಷವಾಗಿ ಹಂಚಿಕೆ ಮಾಡಲಾಗಿದೆ. [765,670,913,709]
usd-value: 86.71 [892,1424,918,1441]
kiru-suddi-column [28,814,190,1422]
kumbh-intro: ವಿಶ್ವದ ಅತಿದೊಡ್ಡ ಆಧ್ಯಾತ್ಮಿಕ ಕಾರ್ಯಕ್ರಮವಾದ ಮಹಾಕುಂಭ ಮೇಳವು ವ್ಯಾಪಾರ ಮತ್ತು ಆರ್ಥಿಕ ಕ್ಷೇತ್ರದಲ್ಲಿ ಹೊಸ ದಾಖಲೆ ನಿರ್ಮಿಸಿದೆ. ಅಖಿಲ ಭಾರತ ವ್ಯಾಪಾರಿಗಳ ಒಕ್ಕೂಟ (ಸಿಎಐಟಿ) ಪ್ರಕಾರ, ಈ ವರ್ಷದ ಕುಂಭಮೇಳವು 3 ಲಕ್ಷ ಕೋಟಿ ರೂ. ಗಿಂತ (360 ಶತಕೋಟಿ ಡಾಲರ್) ಹೆಚ್ಚಿನ ವಹಿವಾಟು ನಡೆಸಿದೆ. ಜಗತ್ತಿನಾದ್ಯಂತ ಈ ಧಾರ್ಮಿಕ ಕಾರ್ಯಕ್ರಮಕ್ಕೆ 60 ಕೋಟಿಗೂ ಹೆಚ್ಚು ಭಕ್ತರು ಆಗಮಿಸಿದ್ದು ಸಂಪ್ರದಾಯಿಕ ಆರ್ಥಿಕತೆ ಹೆಚ್ಚುವಾಗಿದೆ. [392,64,510,130]
